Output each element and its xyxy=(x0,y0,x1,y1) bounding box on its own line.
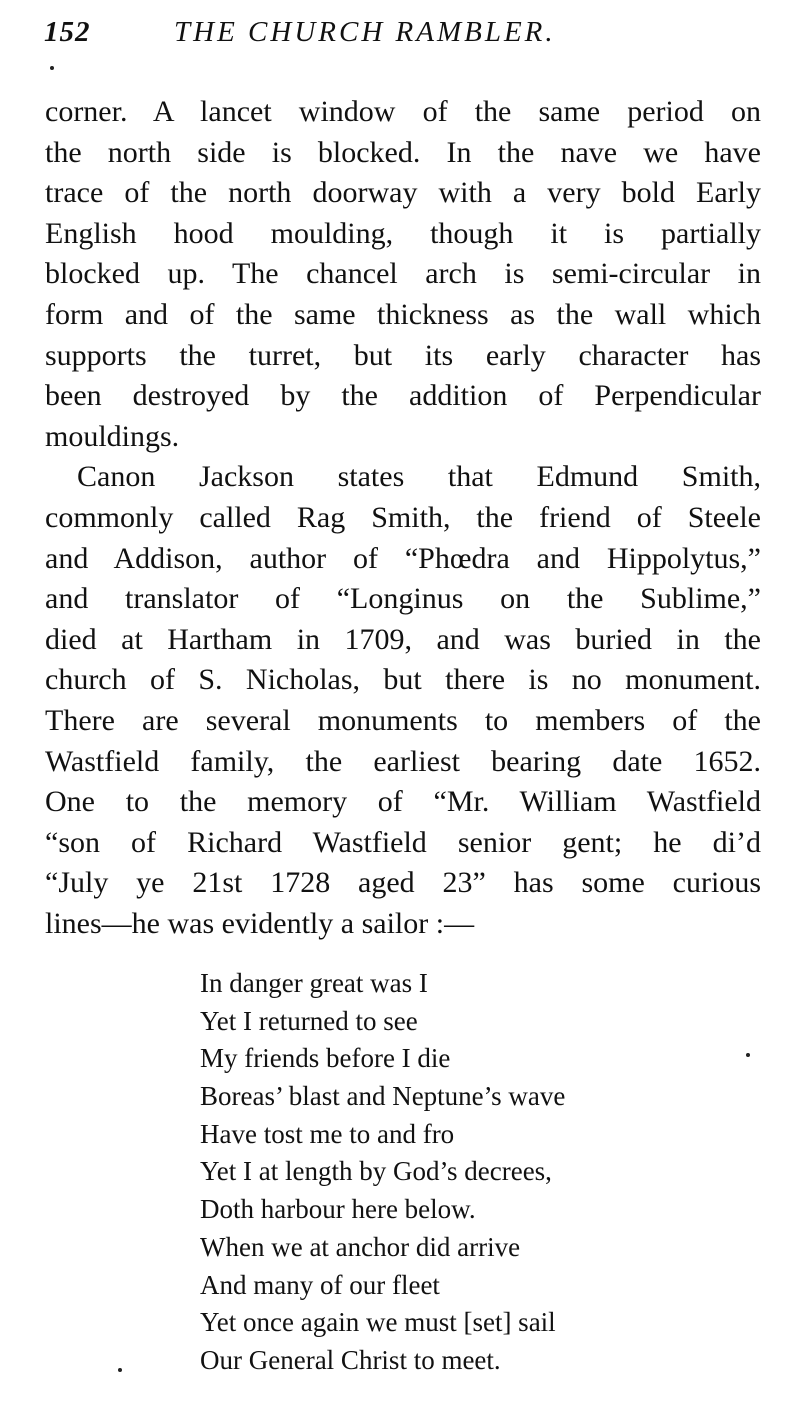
poem-line: Yet I returned to see xyxy=(200,1005,418,1036)
poem-line: In danger great was I xyxy=(200,968,428,998)
text-line: form and of the same thickness as the wall which xyxy=(45,297,761,331)
poem-line: When we at anchor did arrive xyxy=(200,1231,521,1262)
epitaph-poem xyxy=(200,965,760,1380)
poem-line: Our General Christ to meet. xyxy=(200,1344,501,1375)
page-number: 152 xyxy=(44,16,91,48)
text-line: corner. A lancet window of the same period on xyxy=(45,95,761,128)
paragraph-2 xyxy=(45,457,761,944)
text-line: commonly called Rag Smith, the friend of Steele xyxy=(45,500,761,534)
text-line: “July ye 21st 1728 aged 23” has some curious xyxy=(45,866,761,900)
text-line: There are several monuments to members of the xyxy=(45,703,761,737)
text-line: the north side is blocked. In the nave we have xyxy=(45,135,761,169)
print-speck xyxy=(746,1053,750,1057)
text-line: been destroyed by the addition of Perpendicular xyxy=(45,379,761,413)
text-line: died at Hartham in 1709, and was buried in the xyxy=(45,622,761,656)
text-line: blocked up. The chancel arch is semi-circular in xyxy=(45,257,761,291)
text-line: Canon Jackson states that Edmund Smith, xyxy=(77,460,761,494)
text-line: supports the turret, but its early character has xyxy=(45,338,761,372)
text-line: “son of Richard Wastfield senior gent; he di’d xyxy=(45,825,761,859)
text-line: lines—he was evidently a sailor :— xyxy=(45,906,475,940)
poem-line: Yet once again we must [set] sail xyxy=(200,1307,556,1338)
text-line: Wastfield family, the earliest bearing date 1652. xyxy=(45,744,761,778)
print-speck xyxy=(50,66,54,70)
text-line: One to the memory of “Mr. William Wastfield xyxy=(45,785,761,819)
print-speck xyxy=(118,1368,122,1372)
poem-line: Yet I at length by God’s decrees, xyxy=(200,1156,552,1187)
paragraph-1 xyxy=(45,92,761,457)
text-line: and Addison, author of “Phœdra and Hippolytus,” xyxy=(45,541,761,575)
text-line: English hood moulding, though it is partially xyxy=(45,216,761,250)
body-text xyxy=(45,92,761,944)
poem-line: Boreas’ blast and Neptune’s wave xyxy=(200,1081,566,1112)
poem-line: And many of our fleet xyxy=(200,1269,440,1300)
text-line: and translator of “Longinus on the Sublime,” xyxy=(45,582,761,616)
poem-line: Have tost me to and fro xyxy=(200,1118,455,1149)
text-line: mouldings. xyxy=(45,419,180,453)
poem-line: Doth harbour here below. xyxy=(200,1194,476,1225)
text-line: church of S. Nicholas, but there is no monument. xyxy=(45,663,761,697)
page-header xyxy=(44,16,764,56)
poem-line: My friends before I die xyxy=(200,1043,451,1074)
running-head: THE CHURCH RAMBLER. xyxy=(174,16,556,48)
text-line: trace of the north doorway with a very bold Early xyxy=(45,176,761,210)
